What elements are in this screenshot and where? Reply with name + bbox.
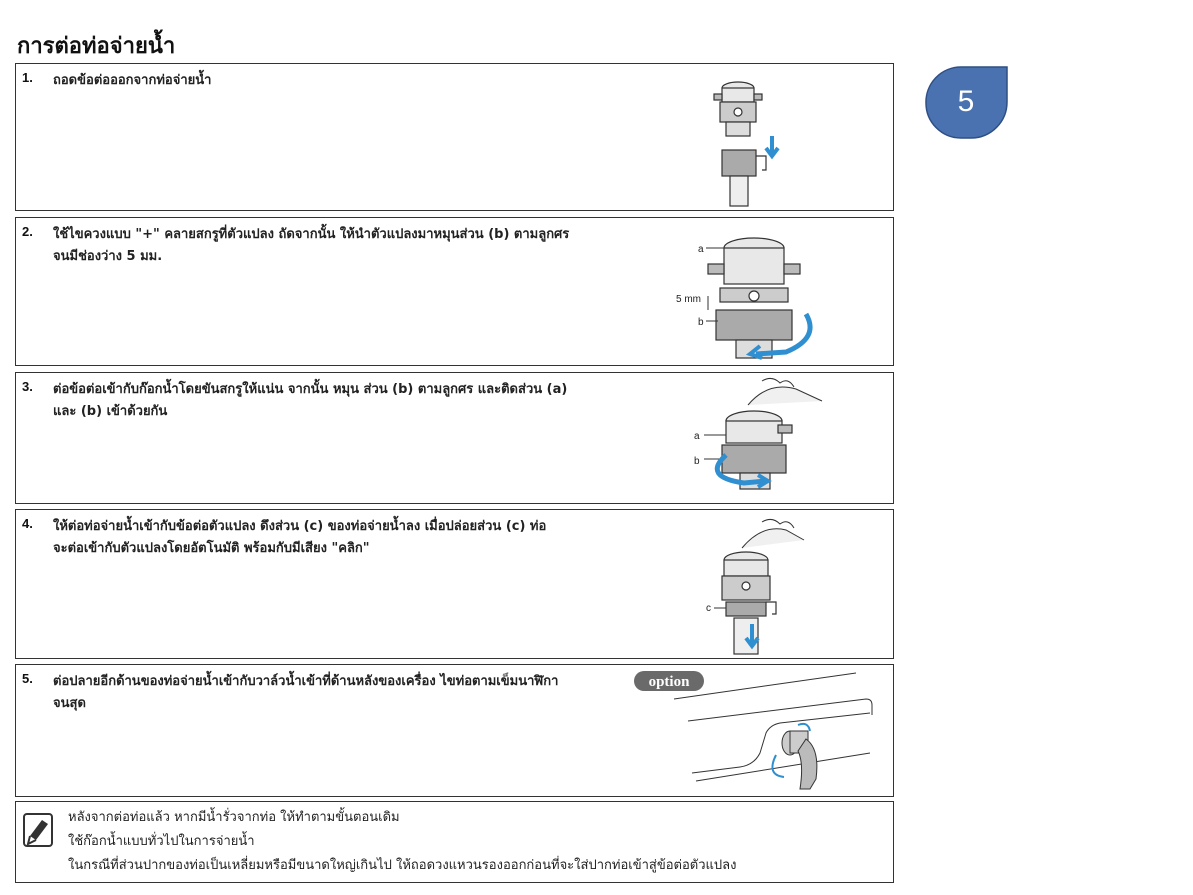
label-gap: 5 mm <box>676 294 701 305</box>
step-3-box <box>15 372 894 504</box>
step-3-line-1: ต่อข้อต่อเข้ากับก๊อกน้ำโดยขันสกรูให้แน่น จากนั้น หมุน ส่วน (b) ตามลูกศร และติดส่วน (a) <box>53 382 568 397</box>
option-label: option <box>648 674 690 690</box>
label-a: a <box>694 431 700 442</box>
step-4-illustration <box>686 514 816 658</box>
arrow-icon <box>766 136 778 156</box>
step-3-text <box>53 379 613 423</box>
note-line-1: หลังจากต่อท่อแล้ว หากมีน้ำรั่วจากท่อ ให้ทำตามขั้นตอนเดิม <box>68 810 400 825</box>
step-1-number: 1. <box>22 70 33 85</box>
step-5-illustration <box>630 669 880 795</box>
page-number: 5 <box>957 85 975 118</box>
step-3-illustration <box>666 375 836 503</box>
step-1-box <box>15 63 894 211</box>
step-4-box <box>15 509 894 659</box>
note-line-2: ใช้ก๊อกน้ำแบบทั่วไปในการจ่ายน้ำ <box>68 834 255 849</box>
step-2-line-2: จนมีช่องว่าง 5 มม. <box>53 249 163 264</box>
step-4-line-2: จะต่อเข้ากับตัวแปลงโดยอัตโนมัติ พร้อมกับมีเสียง "คลิก" <box>53 541 370 556</box>
step-5-box <box>15 664 894 797</box>
step-5-number: 5. <box>22 671 33 686</box>
step-5-text <box>53 671 613 715</box>
page-title: การต่อท่อจ่ายน้ำ <box>17 34 176 59</box>
note-lines <box>68 806 736 878</box>
step-2-text <box>53 224 613 268</box>
label-b: b <box>694 456 700 467</box>
step-2-box <box>15 217 894 366</box>
step-1-text <box>53 70 613 92</box>
step-2-number: 2. <box>22 224 33 239</box>
page-number-badge <box>925 66 1009 145</box>
note-pencil-icon <box>22 812 56 850</box>
step-1-illustration <box>696 70 786 210</box>
label-b: b <box>698 317 704 328</box>
step-2-illustration <box>656 226 836 364</box>
label-c: c <box>706 603 711 614</box>
rotation-arrow-icon <box>772 755 784 777</box>
step-5-line-1: ต่อปลายอีกด้านของท่อจ่ายน้ำเข้ากับวาล์วน้ำเข้าที่ด้านหลังของเครื่อง ไขท่อตามเข็มนาฬิกา <box>53 674 559 689</box>
note-box <box>15 801 894 883</box>
step-2-line-1: ใช้ไขควงแบบ "+" คลายสกรูที่ตัวแปลง ถัดจากนั้น ให้นำตัวแปลงมาหมุนส่วน (b) ตามลูกศร <box>53 227 570 242</box>
step-5-line-2: จนสุด <box>53 696 86 711</box>
step-3-number: 3. <box>22 379 33 394</box>
label-a: a <box>698 244 704 255</box>
note-line-3: ในกรณีที่ส่วนปากของท่อเป็นเหลี่ยมหรือมีขนาดใหญ่เกินไป ให้ถอดวงแหวนรองออกก่อนที่จะใส่ปากท่อเข้าสู่ข้อต่อตัวแปลง <box>68 858 737 873</box>
step-3-line-2: และ (b) เข้าด้วยกัน <box>53 404 168 419</box>
step-1-line-1: ถอดข้อต่อออกจากท่อจ่ายน้ำ <box>53 73 212 88</box>
step-4-number: 4. <box>22 516 33 531</box>
step-4-text <box>53 516 613 560</box>
step-4-line-1: ให้ต่อท่อจ่ายน้ำเข้ากับข้อต่อตัวแปลง ดึงส่วน (c) ของท่อจ่ายน้ำลง เมื่อปล่อยส่วน (c) ท่อ <box>53 519 547 534</box>
